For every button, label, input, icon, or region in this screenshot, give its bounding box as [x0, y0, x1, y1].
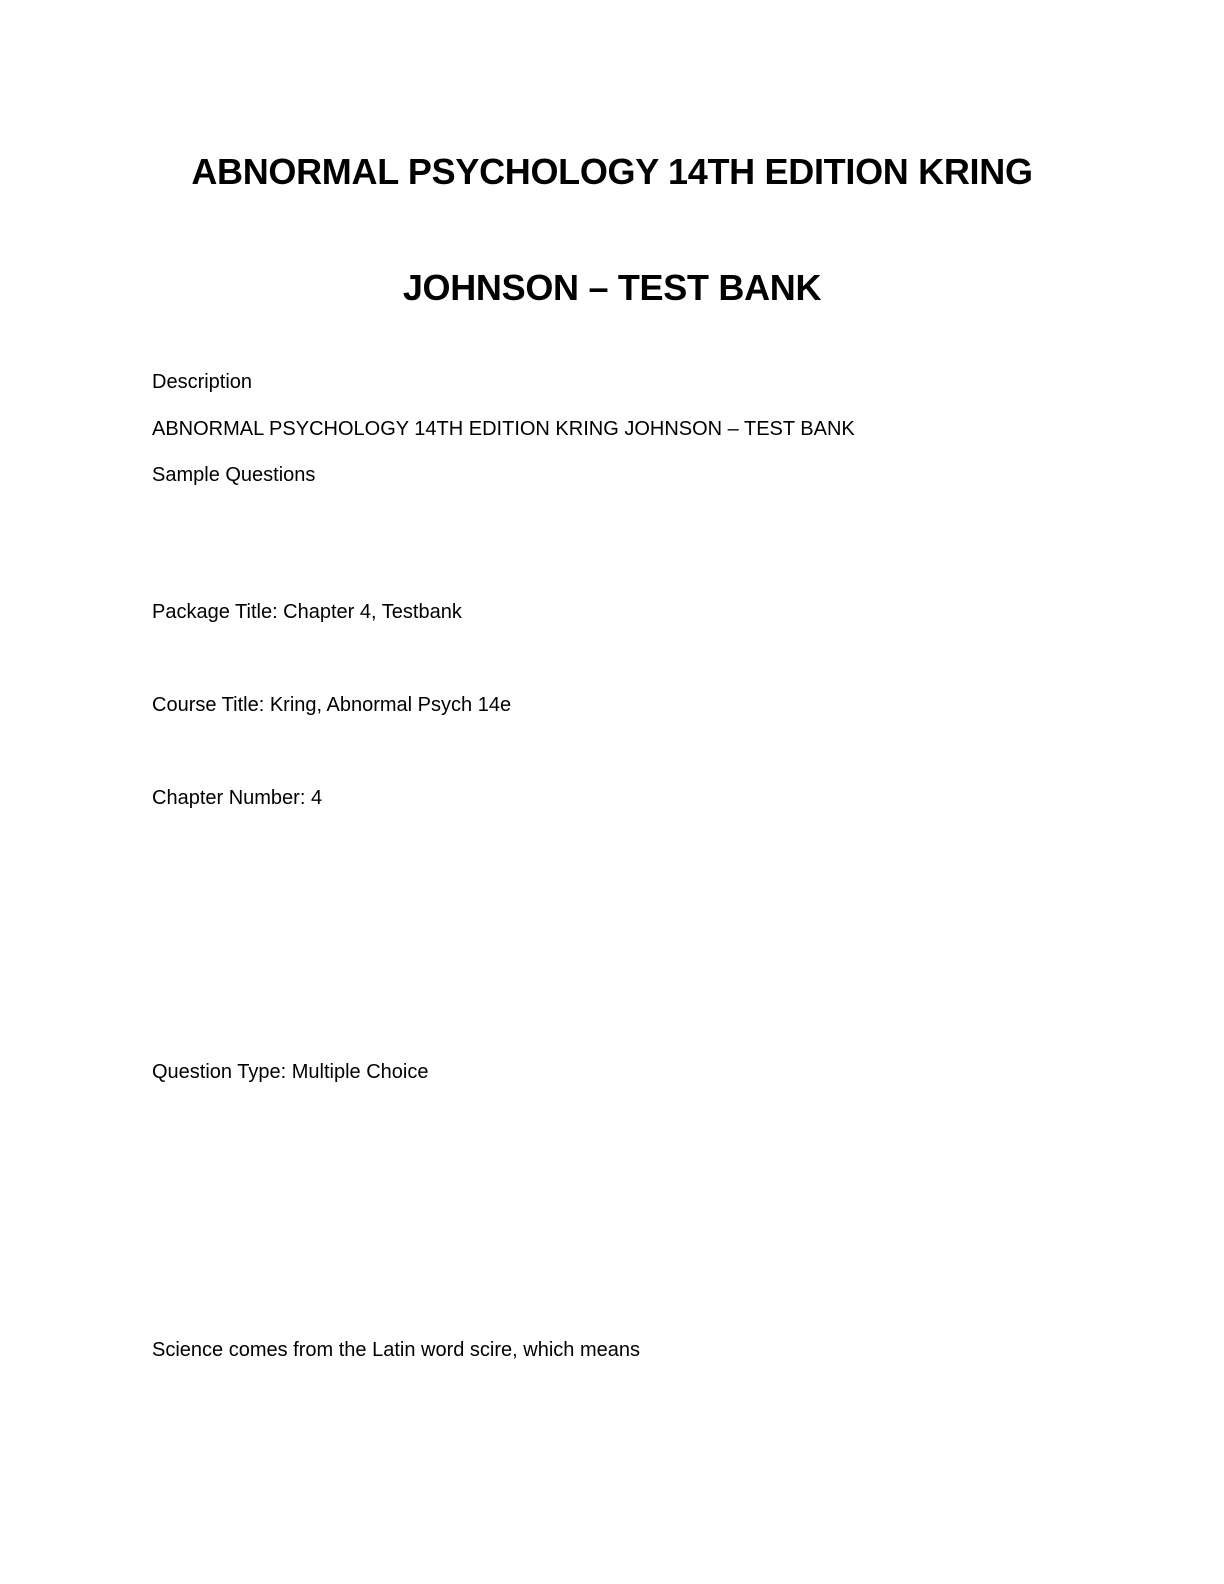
sample-questions-label: Sample Questions: [152, 464, 316, 486]
document-title-line-2: JOHNSON – TEST BANK: [402, 267, 822, 308]
document-title-line-1: ABNORMAL PSYCHOLOGY 14TH EDITION KRING: [191, 151, 1033, 192]
course-title: Course Title: Kring, Abnormal Psych 14e: [152, 694, 512, 716]
question-type: Question Type: Multiple Choice: [152, 1061, 429, 1083]
question-text: Science comes from the Latin word scire, which means: [152, 1339, 640, 1361]
chapter-number: Chapter Number: 4: [152, 787, 323, 809]
description-label: Description: [152, 371, 253, 393]
package-title: Package Title: Chapter 4, Testbank: [152, 601, 462, 623]
description-text: ABNORMAL PSYCHOLOGY 14TH EDITION KRING JOHNSON – TEST BANK: [152, 418, 855, 440]
